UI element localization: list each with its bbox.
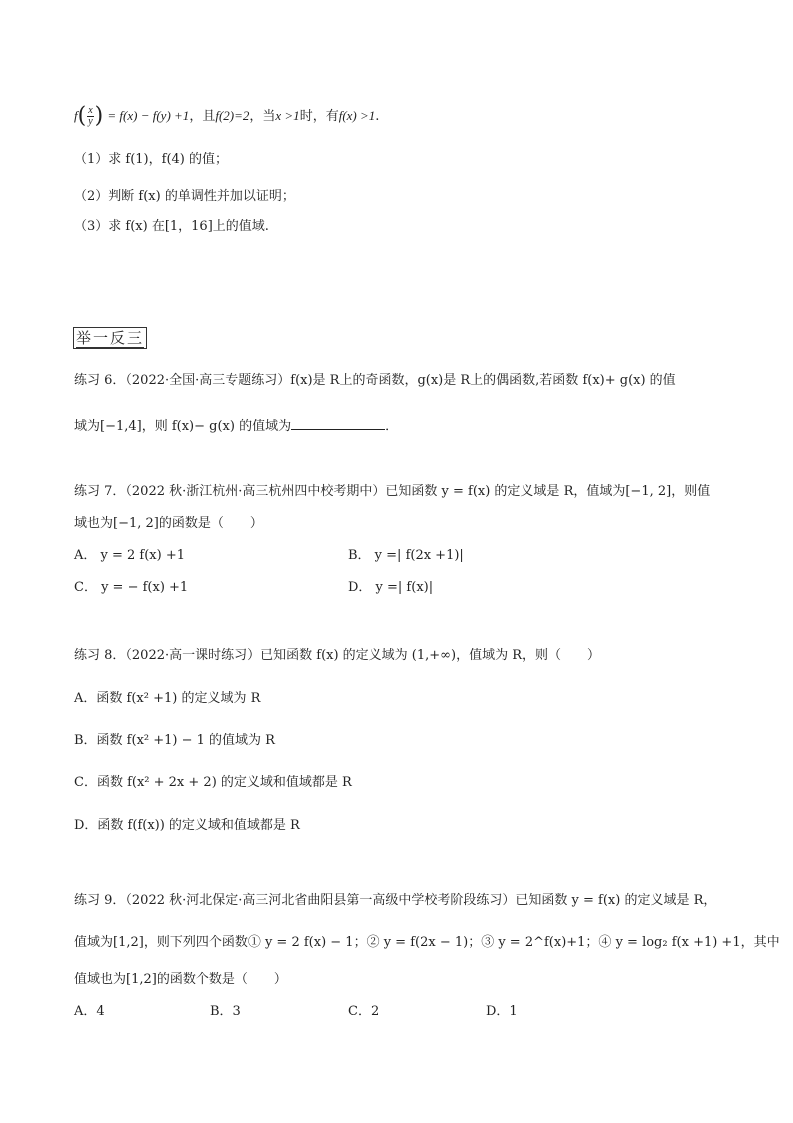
exercise-8-option-d[interactable]: D．函数 f(f(x)) 的定义域和值域都是 R (74, 818, 300, 833)
subquestion-1: （1）求 f(1)，f(4) 的值； (74, 152, 228, 167)
section-tag: 举一反三 (73, 327, 147, 349)
exercise-8-line-1: 练习 8．（2022·高一课时练习）已知函数 f(x) 的定义域为 (1,+∞)，值域为 R，则（ ） (74, 648, 600, 663)
subquestion-3: （3）求 f(x) 在[1，16]上的值域. (74, 219, 269, 234)
condition-f2: f(2)=2 (215, 108, 250, 123)
exercise-7-line-1: 练习 7．（2022 秋·浙江杭州·高三杭州四中校考期中）已知函数 y = f(x) 的定义域是 R，值域为[−1, 2]，则值 (74, 484, 711, 499)
exercise-8-option-a[interactable]: A．函数 f(x² +1) 的定义域为 R (74, 691, 261, 706)
exercise-7-option-c[interactable]: C． y = − f(x) +1 (74, 580, 189, 595)
exercise-9-option-a[interactable]: A．4 (74, 1004, 105, 1019)
equation-rhs: = f(x) − f(y) +1 (107, 108, 190, 123)
exercise-9-option-b[interactable]: B．3 (210, 1004, 241, 1019)
exercise-7-line-2: 域也为[−1, 2]的函数是（ ） (74, 516, 263, 531)
condition-x: x >1 (275, 108, 300, 123)
exercise-6-line-2: 域为[−1,4]，则 f(x)− g(x) 的值域为 ． (74, 415, 398, 437)
exercise-7-option-a[interactable]: A． y = 2 f(x) +1 (74, 548, 186, 563)
exercise-9-line-1: 练习 9．（2022 秋·河北保定·高三河北省曲阳县第一高级中学校考阶段练习）已知函数 y = f(x) 的定义域是 R， (74, 893, 717, 908)
condition-fx: f(x) >1 (338, 108, 376, 123)
exercise-9-option-d[interactable]: D．1 (486, 1004, 518, 1019)
lhs-f: f (74, 108, 78, 123)
exercise-6-line-1: 练习 6．（2022·全国·高三专题练习）f(x)是 R上的奇函数，g(x)是 R上的偶函数,若函数 f(x)+ g(x) 的值 (74, 373, 676, 388)
exercise-9-line-2: 值域为[1,2]，则下列四个函数① y = 2 f(x) − 1；② y = f(2x − 1)；③ y = 2^f(x)+1；④ y = log₂ f(x +1) +1，其中 (74, 935, 780, 950)
fraction-x-over-y: $\frac{x}{y}$ (88, 105, 93, 127)
exercise-9-line-3: 值域也为[1,2]的函数个数是（ ） (74, 972, 287, 987)
functional-equation-line: f( $\frac{x}{y}$ ) = f(x) − f(y) +1，且f(2)=2，当x >1时，有f(x) >1. (74, 103, 380, 129)
exercise-7-option-b[interactable]: B． y =| f(2x +1)| (348, 548, 464, 563)
exercise-8-option-c[interactable]: C．函数 f(x² + 2x + 2) 的定义域和值域都是 R (74, 775, 352, 790)
exercise-8-option-b[interactable]: B．函数 f(x² +1) − 1 的值域为 R (74, 733, 275, 748)
exercise-7-option-d[interactable]: D． y =| f(x)| (348, 580, 434, 595)
subquestion-2: （2）判断 f(x) 的单调性并加以证明； (74, 189, 295, 204)
exercise-9-option-c[interactable]: C．2 (348, 1004, 380, 1019)
answer-blank[interactable] (291, 415, 385, 430)
